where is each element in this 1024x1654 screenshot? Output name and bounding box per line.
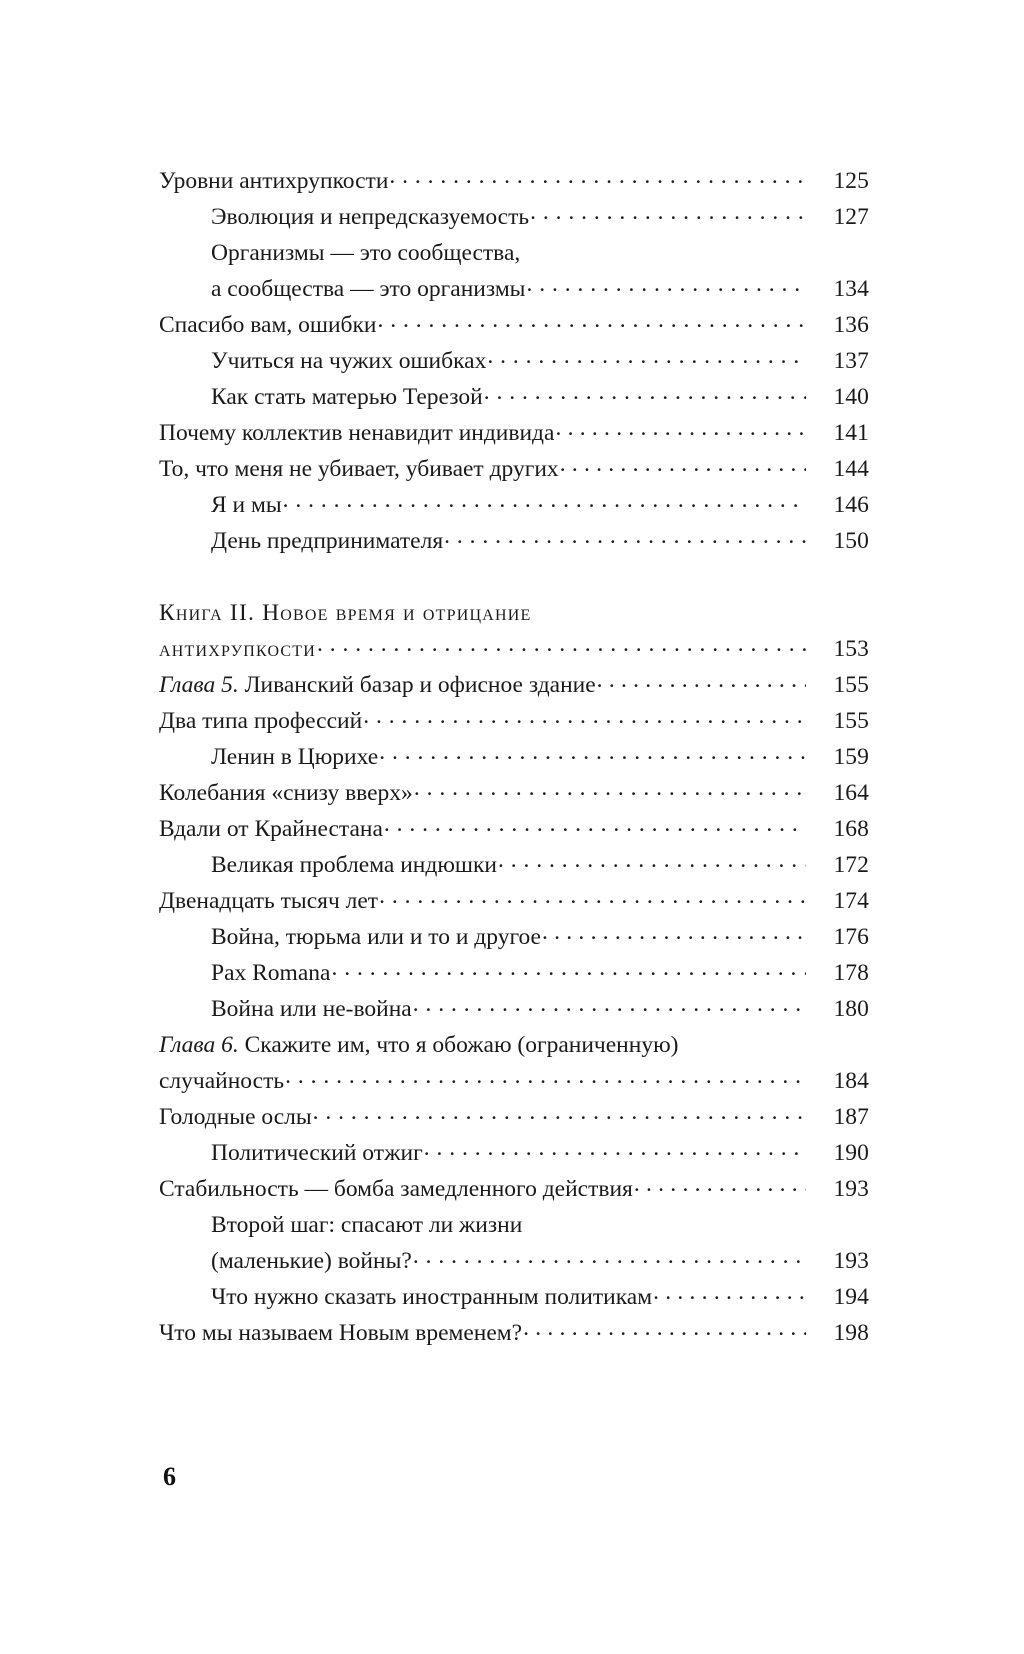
toc-entry-title: Книга II. Новое время и отрицание <box>159 600 532 626</box>
toc-dot-leader <box>523 1317 806 1341</box>
toc-entry-page-number: 194 <box>833 1284 869 1310</box>
toc-entry-page-number: 136 <box>833 312 869 338</box>
toc-entry[interactable] <box>159 487 869 523</box>
toc-entry-page-number: 193 <box>833 1248 869 1274</box>
toc-dot-leader <box>523 1209 806 1233</box>
toc-entry[interactable] <box>159 703 869 739</box>
toc-entry[interactable] <box>159 1063 869 1099</box>
toc-entry-page-number: 198 <box>833 1320 869 1346</box>
toc-entry-title: Учиться на чужих ошибках <box>211 348 487 374</box>
toc-entry-title: Война, тюрьма или и то и другое <box>211 924 541 950</box>
toc-entry[interactable] <box>159 595 869 631</box>
toc-dot-leader <box>484 381 806 405</box>
toc-entry[interactable] <box>159 811 869 847</box>
toc-entry-title: Уровни антихрупкости <box>159 168 389 194</box>
toc-entry-title: Колебания «снизу вверх» <box>159 780 413 806</box>
toc-dot-leader <box>389 165 806 189</box>
toc-entry-page-number: 134 <box>833 276 869 302</box>
toc-entry-title: Глава 6. Скажите им, что я обожаю (ограниченную) <box>159 1032 679 1058</box>
toc-entry-title: (маленькие) войны? <box>211 1248 412 1274</box>
toc-entry[interactable] <box>159 451 869 487</box>
toc-entry[interactable] <box>159 379 869 415</box>
toc-entry-title: День предпринимателя <box>211 528 444 554</box>
toc-entry-title: Как стать матерью Терезой <box>211 384 483 410</box>
toc-entry[interactable] <box>159 631 869 667</box>
toc-entry[interactable] <box>159 1135 869 1171</box>
toc-dot-leader <box>413 1245 806 1269</box>
toc-dot-leader <box>331 957 806 981</box>
toc-dot-leader <box>413 993 806 1017</box>
toc-entry-title: То, что меня не убивает, убивает других <box>159 456 559 482</box>
toc-entry-page-number: 190 <box>833 1140 869 1166</box>
toc-entry[interactable] <box>159 1207 869 1243</box>
toc-entry-title: Спасибо вам, ошибки <box>159 312 377 338</box>
toc-entry-title: Два типа профессий <box>159 708 363 734</box>
toc-entry-title: Почему коллектив ненавидит индивида <box>159 420 555 446</box>
toc-dot-leader <box>444 525 806 549</box>
toc-entry-page-number: 174 <box>833 888 869 914</box>
toc-entry-page-number: 140 <box>833 384 869 410</box>
toc-entry-page-number: 141 <box>833 420 869 446</box>
page-folio-number: 6 <box>163 1462 176 1491</box>
toc-entry-page-number: 180 <box>833 996 869 1022</box>
toc-entry-title: Организмы — это сообщества, <box>211 240 521 266</box>
toc-entry-title: Стабильность — бомба замедленного действия <box>159 1176 633 1202</box>
toc-entry-page-number: 164 <box>833 780 869 806</box>
toc-dot-leader <box>679 1029 806 1053</box>
toc-dot-leader <box>653 1281 806 1305</box>
toc-dot-leader <box>530 201 806 225</box>
toc-entry-page-number: 187 <box>833 1104 869 1130</box>
toc-entry-title: Я и мы <box>211 492 282 518</box>
toc-entry[interactable] <box>159 667 869 703</box>
toc-entry[interactable] <box>159 199 869 235</box>
toc-entry-title: Что нужно сказать иностранным политикам <box>211 1284 653 1310</box>
toc-entry[interactable] <box>159 1279 869 1315</box>
toc-entry-page-number: 144 <box>833 456 869 482</box>
toc-entry[interactable] <box>159 739 869 775</box>
toc-dot-leader <box>542 921 806 945</box>
toc-entry[interactable] <box>159 1315 869 1351</box>
toc-entry-page-number: 155 <box>833 708 869 734</box>
toc-spacer <box>159 559 869 595</box>
toc-dot-leader <box>487 345 806 369</box>
toc-dot-leader <box>521 237 806 261</box>
toc-dot-leader <box>498 849 806 873</box>
toc-entry[interactable] <box>159 955 869 991</box>
toc-entry-title: Вдали от Крайнестана <box>159 816 383 842</box>
toc-entry-page-number: 125 <box>833 168 869 194</box>
toc-entry[interactable] <box>159 883 869 919</box>
toc-entry[interactable] <box>159 919 869 955</box>
toc-entry-title: случайность <box>159 1068 285 1094</box>
toc-dot-leader <box>532 597 806 621</box>
toc-entry[interactable] <box>159 991 869 1027</box>
toc-entry[interactable] <box>159 1243 869 1279</box>
toc-dot-leader <box>283 489 806 513</box>
toc-entry-title: Двенадцать тысяч лет <box>159 888 379 914</box>
toc-entry-page-number: 193 <box>833 1176 869 1202</box>
toc-entry-title: Голодные ослы <box>159 1104 312 1130</box>
toc-entry-page-number: 155 <box>833 672 869 698</box>
toc-entry-chapter-label: Глава 5. <box>159 672 239 698</box>
toc-dot-leader <box>526 273 806 297</box>
toc-dot-leader <box>377 309 806 333</box>
toc-entry-page-number: 150 <box>833 528 869 554</box>
toc-entry-title: Pax Romana <box>211 960 331 986</box>
toc-entry-page-number: 184 <box>833 1068 869 1094</box>
toc-entry-page-number: 168 <box>833 816 869 842</box>
toc-dot-leader <box>363 705 806 729</box>
toc-entry[interactable] <box>159 847 869 883</box>
toc-dot-leader <box>555 417 806 441</box>
toc-entry[interactable] <box>159 1027 869 1063</box>
toc-entry-title: Глава 5. Ливанский базар и офисное здание <box>159 672 596 698</box>
toc-entry-title: Война или не-война <box>211 996 412 1022</box>
toc-entry-chapter-label: Глава 6. <box>159 1032 239 1058</box>
toc-entry[interactable] <box>159 235 869 271</box>
toc-entry-page-number: 137 <box>833 348 869 374</box>
toc-entry-page-number: 153 <box>833 636 869 662</box>
toc-entry[interactable] <box>159 1171 869 1207</box>
toc-entry-title: Великая проблема индюшки <box>211 852 497 878</box>
toc-entry-page-number: 159 <box>833 744 869 770</box>
toc-entry[interactable] <box>159 1099 869 1135</box>
toc-dot-leader <box>560 453 806 477</box>
toc-entry-title: Политический отжиг <box>211 1140 423 1166</box>
toc-entry-title: Второй шаг: спасают ли жизни <box>211 1212 523 1238</box>
toc-entry-page-number: 146 <box>833 492 869 518</box>
toc-entry[interactable] <box>159 775 869 811</box>
table-of-contents <box>159 163 869 1351</box>
toc-entry[interactable] <box>159 307 869 343</box>
toc-dot-leader <box>317 633 806 657</box>
toc-dot-leader <box>379 885 806 909</box>
toc-dot-leader <box>597 669 806 693</box>
toc-entry-page-number: 172 <box>833 852 869 878</box>
toc-dot-leader <box>379 741 806 765</box>
toc-dot-leader <box>414 777 806 801</box>
toc-entry-title: Ленин в Цюрихе <box>211 744 379 770</box>
toc-dot-leader <box>285 1065 806 1089</box>
toc-entry-title: антихрупкости <box>159 636 316 662</box>
toc-dot-leader <box>424 1137 806 1161</box>
toc-dot-leader <box>384 813 806 837</box>
toc-entry-title: Эволюция и непредсказуемость <box>211 204 530 230</box>
toc-entry-title: а сообщества — это организмы <box>211 276 526 302</box>
toc-entry-title: Что мы называем Новым временем? <box>159 1320 523 1346</box>
toc-entry[interactable] <box>159 163 869 199</box>
toc-dot-leader <box>634 1173 806 1197</box>
toc-dot-leader <box>313 1101 806 1125</box>
toc-entry-page-number: 178 <box>833 960 869 986</box>
toc-entry-page-number: 176 <box>833 924 869 950</box>
toc-entry[interactable] <box>159 343 869 379</box>
toc-entry[interactable] <box>159 523 869 559</box>
toc-entry[interactable] <box>159 271 869 307</box>
toc-entry-page-number: 127 <box>833 204 869 230</box>
toc-entry[interactable] <box>159 415 869 451</box>
